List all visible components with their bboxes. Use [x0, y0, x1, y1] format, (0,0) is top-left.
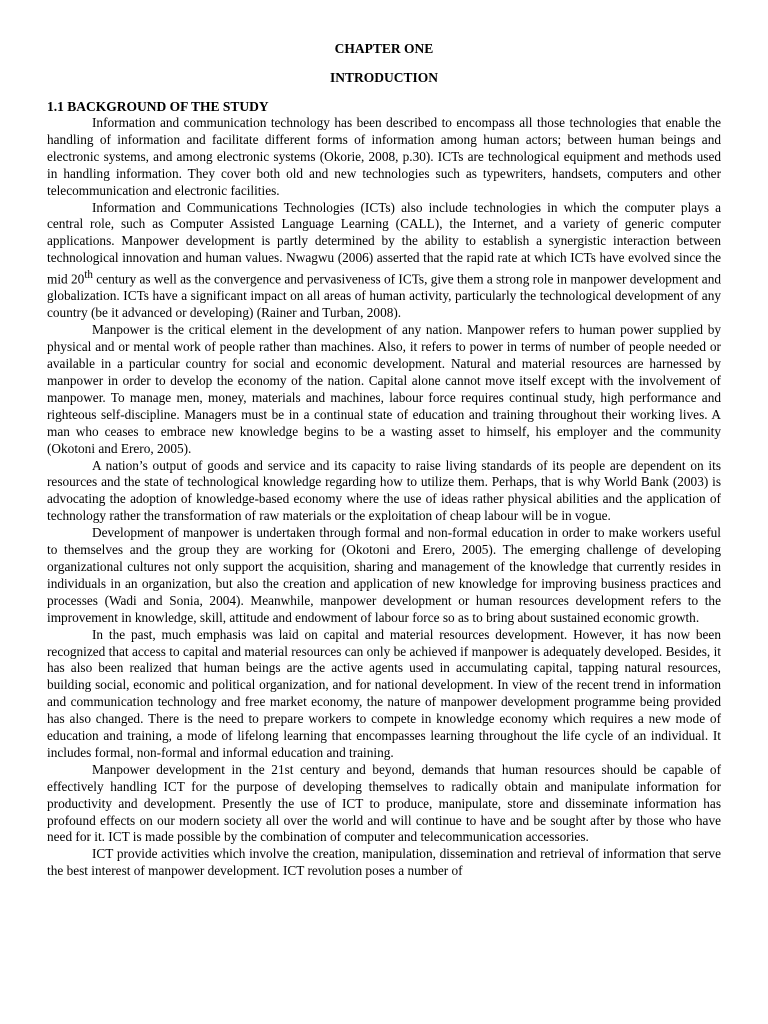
- chapter-title: INTRODUCTION: [329, 70, 438, 85]
- paragraph-2-part-1: Information and Communications Technologies (ICTs) also include technologies in which the computer plays a central role, such as Computer Assisted Language Learning (CALL), the Internet, and a variety of generic computer applications. Manpower development is partly determined by the ability to establish a synergistic interaction between technological innovation and human values. Nwagwu (2006) asserted that the rapid rate at which ICTs have evolved since the mid 20: [47, 199, 721, 287]
- paragraph-6: In the past, much emphasis was laid on capital and material resources development. However, it has now been recognized that access to capital and material resources can only be achieved if manpower is adequately developed. Besides, it has also been realized that human beings are the active agents used in accumulating capital, tapping natural resources, building social, economic and political organization, and for national development. In view of the recent trend in information and communication technology and free market economy, the nature of manpower development programme being provided has also changed. There is the need to prepare workers to compete in knowledge economy which requires a new mode of education and training, a mode of lifelong learning that encompasses learning throughout the life cycle of an individual. It includes formal, non-formal and informal education and training.: [47, 626, 721, 760]
- paragraph-2-part-2: century as well as the convergence and pervasiveness of ICTs, give them a strong role in manpower development and globalization. ICTs have a significant impact on all areas of human activity, particularly the technological development of any country (be it advanced or developing) (Rainer and Turban, 2008).: [47, 271, 721, 321]
- paragraph-4: A nation’s output of goods and service and its capacity to raise living standards of its people are dependent on its resources and the state of technological knowledge regarding how to utilize them. Perhaps, that is why World Bank (2003) is advocating the adoption of knowledge-based economy where the use of ideas rather physical abilities and the application of technology rather the transformation of raw materials or the exploitation of cheap labour will be in vogue.: [47, 457, 721, 524]
- document-page: [47, 40, 721, 880]
- paragraph-1: Information and communication technology has been described to encompass all those technologies that enable the handling of information and facilitate different forms of information among human actors; between human beings and electronic systems, and among electronic systems (Okorie, 2008, p.30). ICTs are technological equipment and methods used in handling information. They cover both old and new technologies such as typewriters, handsets, computers and other telecommunication and electronic facilities.: [47, 115, 721, 198]
- paragraph-3: Manpower is the critical element in the development of any nation. Manpower refers to human power supplied by physical and or mental work of people rather than machines. Also, it refers to power in terms of number of people needed or available in a particular country for social and economic development. Natural and material resources are harnessed by manpower in order to develop the economy of the nation. Capital alone cannot move itself except with the involvement of manpower. To manage men, money, materials and machines, labour force requires continual study, high performance and righteous self-discipline. Managers must be in a continual state of education and training throughout their working lives. A man who ceases to embrace new knowledge begins to be a wasting asset to himself, his employer and the community (Okotoni and Erero, 2005).: [47, 322, 721, 456]
- paragraph-5: Development of manpower is undertaken through formal and non-formal education in order to make workers useful to themselves and the group they are working for (Okotoni and Erero, 2005). The emerging challenge of developing organizational cultures not only support the acquisition, sharing and management of the knowledge that currently resides in individuals in an organization, but also the creation and application of new knowledge for improving business practices and processes (Wadi and Sonia, 2004). Meanwhile, manpower development or human resources development refers to the improvement in knowledge, skill, attitude and endowment of labour force so as to bring about sustained economic growth.: [47, 525, 721, 625]
- ordinal-superscript: th: [84, 269, 93, 282]
- paragraph-2: [47, 200, 721, 323]
- paragraph-7: Manpower development in the 21st century and beyond, demands that human resources should be capable of effectively handling ICT for the purpose of developing themselves to radically obtain and manipulate information for productivity and development. Presently the use of ICT to produce, manipulate, store and disseminate information has profound effects on our modern society all over the world and will continue to have and be sought after by those who have need for it. ICT is made possible by the combination of computer and telecommunication accessories.: [47, 761, 721, 845]
- chapter-number: CHAPTER ONE: [334, 41, 434, 56]
- paragraph-8: ICT provide activities which involve the creation, manipulation, dissemination and retrieval of information that serve the best interest of manpower development. ICT revolution poses a number of: [47, 846, 721, 879]
- section-heading: 1.1 BACKGROUND OF THE STUDY: [47, 99, 269, 114]
